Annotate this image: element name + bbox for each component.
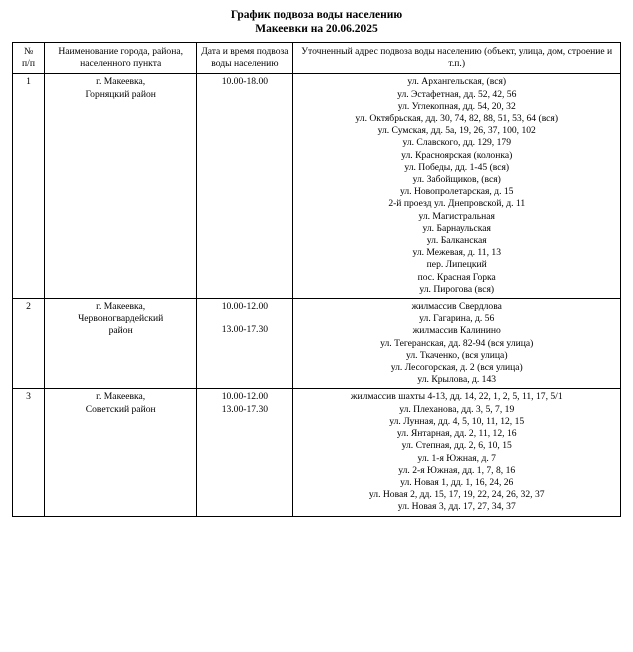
address-line: ул. Лесогорская, д. 2 (вся улица) — [390, 362, 523, 374]
row-city-line: район — [108, 325, 133, 337]
address-line: ул. Межевая, д. 11, 13 — [412, 247, 501, 259]
row-time — [197, 389, 293, 516]
row-city-line: г. Макеевка, — [96, 76, 146, 88]
address-line: ул. Победы, дд. 1-45 (вся) — [404, 161, 510, 173]
address-line: ул. Новая 1, дд. 1, 16, 24, 26 — [400, 476, 514, 488]
address-line: ул. Гагарина, д. 56 — [419, 313, 495, 325]
row-addresses — [293, 389, 621, 516]
address-line: ул. Балканская — [426, 235, 487, 247]
address-line: ул. Лунная, дд. 4, 5, 10, 11, 12, 15 — [389, 415, 525, 427]
column-header-city: Наименование города, района, населенного пункта — [45, 43, 197, 74]
water-delivery-schedule-table — [12, 42, 621, 517]
address-line: жилмассив Калинино — [412, 325, 501, 337]
page-title-line-1: График подвоза воды населению — [230, 9, 403, 21]
column-header-time: Дата и время подвоза воды населению — [197, 43, 293, 74]
row-number: 3 — [13, 389, 45, 516]
address-line: ул. Углекопная, дд. 54, 20, 32 — [397, 100, 516, 112]
table-row — [13, 74, 621, 299]
row-city-line: Советский район — [85, 403, 156, 415]
address-line: ул. Новая 3, дд. 17, 27, 34, 37 — [397, 501, 516, 513]
address-line: ул. Тегеранская, дд. 82-94 (вся улица) — [380, 337, 534, 349]
address-line: ул. Красноярская (колонка) — [401, 149, 513, 161]
row-time-line: 10.00-18.00 — [221, 76, 269, 88]
address-line: ул. Янтарная, дд. 2, 11, 12, 16 — [396, 428, 517, 440]
row-time-line: 13.00-17.30 — [221, 403, 269, 415]
address-line: ул. Барнаульская — [422, 222, 491, 234]
address-line: жилмассив шахты 4-13, дд. 14, 22, 1, 2, 5, 11, 17, 5/1 — [350, 391, 563, 403]
row-city-line: г. Макеевка, — [96, 391, 146, 403]
column-header-number-line1: № — [23, 46, 34, 57]
row-city — [45, 74, 197, 299]
address-line: 2-й проезд ул. Днепровской, д. 11 — [388, 198, 526, 210]
row-city — [45, 299, 197, 389]
address-line: ул. 1-я Южная, д. 7 — [417, 452, 496, 464]
row-number: 2 — [13, 299, 45, 389]
row-city-line: Червоногвардейский — [78, 313, 164, 325]
address-line: ул. Новая 2, дд. 15, 17, 19, 22, 24, 26, 32, 37 — [368, 489, 545, 501]
row-city-line: г. Макеевка, — [96, 301, 146, 313]
row-addresses — [293, 299, 621, 389]
address-line: ул. Ткаченко, (вся улица) — [405, 349, 508, 361]
row-time-line: 10.00-12.00 — [221, 391, 269, 403]
address-line: пер. Липецкий — [426, 259, 487, 271]
column-header-number-line2: п/п — [22, 58, 35, 70]
row-number: 1 — [13, 74, 45, 299]
address-line: жилмассив Свердлова — [411, 301, 502, 313]
address-line: ул. Магистральная — [418, 210, 495, 222]
table-row — [13, 389, 621, 516]
address-line: ул. Славского, дд. 129, 179 — [402, 137, 511, 149]
row-time-line: 13.00-17.30 — [221, 324, 269, 336]
address-line: ул. Новопролетарская, д. 15 — [399, 186, 514, 198]
row-time — [197, 74, 293, 299]
spacer — [200, 313, 289, 324]
address-line: ул. Эстафетная, дд. 52, 42, 56 — [397, 88, 517, 100]
row-city-line: Горняцкий район — [85, 88, 156, 100]
table-header — [13, 43, 621, 74]
address-line: ул. 2-я Южная, дд. 1, 7, 8, 16 — [398, 464, 516, 476]
address-line: ул. Степная, дд. 2, 6, 10, 15 — [401, 440, 512, 452]
page-title — [12, 8, 621, 36]
address-line: ул. Октябрьская, дд. 30, 74, 82, 88, 51, 53, 64 (вся) — [355, 113, 559, 125]
column-header-address: Уточненный адрес подвоза воды населению (объект, улица, дом, строение и т.п.) — [293, 43, 621, 74]
table-header-row — [13, 43, 621, 74]
row-time-line: 10.00-12.00 — [221, 301, 269, 313]
address-line: ул. Архангельская, (вся) — [407, 76, 507, 88]
row-addresses — [293, 74, 621, 299]
page-title-line-2: Макеевки на 20.06.2025 — [255, 23, 378, 35]
address-line: ул. Забойщиков, (вся) — [412, 174, 501, 186]
table-body — [13, 74, 621, 516]
table-row — [13, 299, 621, 389]
row-city — [45, 389, 197, 516]
address-line: ул. Крылова, д. 143 — [417, 374, 497, 386]
row-time — [197, 299, 293, 389]
address-line: ул. Пирогова (вся) — [419, 283, 495, 295]
address-line: пос. Красная Горка — [417, 271, 496, 283]
address-line: ул. Сумская, дд. 5а, 19, 26, 37, 100, 102 — [377, 125, 536, 137]
address-line: ул. Плеханова, дд. 3, 5, 7, 19 — [399, 403, 515, 415]
column-header-number — [13, 43, 45, 74]
